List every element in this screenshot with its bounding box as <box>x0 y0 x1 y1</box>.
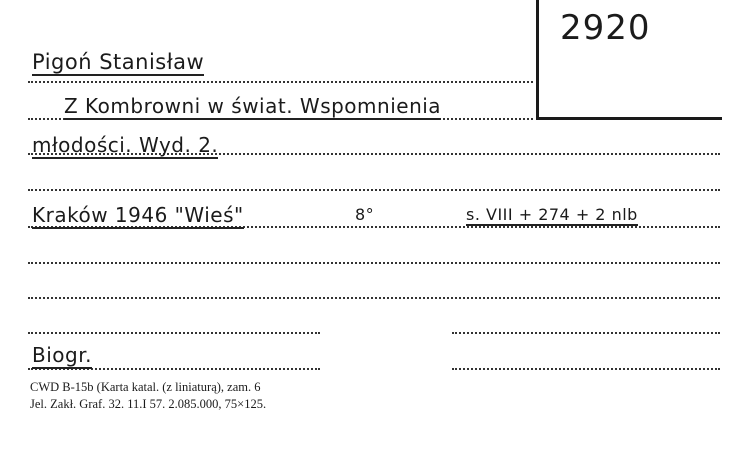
vertical-rule <box>536 0 539 120</box>
call-number-box-rule <box>536 117 722 120</box>
rule-line <box>28 332 320 334</box>
subject-heading: Biogr. <box>32 343 92 367</box>
rule-line <box>28 189 720 191</box>
imprint: Kraków 1946 "Wieś" <box>32 203 244 227</box>
catalog-number: 2920 <box>560 8 651 48</box>
title-line-1: Z Kombrowni w świat. Wspomnienia <box>64 94 442 118</box>
pagination: s. VIII + 274 + 2 nlb <box>466 205 638 224</box>
author-name: Pigoń Stanisław <box>32 50 205 74</box>
book-format: 8° <box>355 205 375 224</box>
rule-line <box>28 262 720 264</box>
rule-line <box>452 332 720 334</box>
printer-info-line-2: Jel. Zakł. Graf. 32. 11.I 57. 2.085.000, 75×125. <box>30 397 267 411</box>
rule-line <box>28 81 533 83</box>
rule-line <box>28 297 720 299</box>
printer-info-line-1: CWD B-15b (Karta katal. (z liniaturą), zam. 6 <box>30 380 261 394</box>
title-line-2: młodości. Wyd. 2. <box>32 133 219 157</box>
rule-line <box>452 368 720 370</box>
